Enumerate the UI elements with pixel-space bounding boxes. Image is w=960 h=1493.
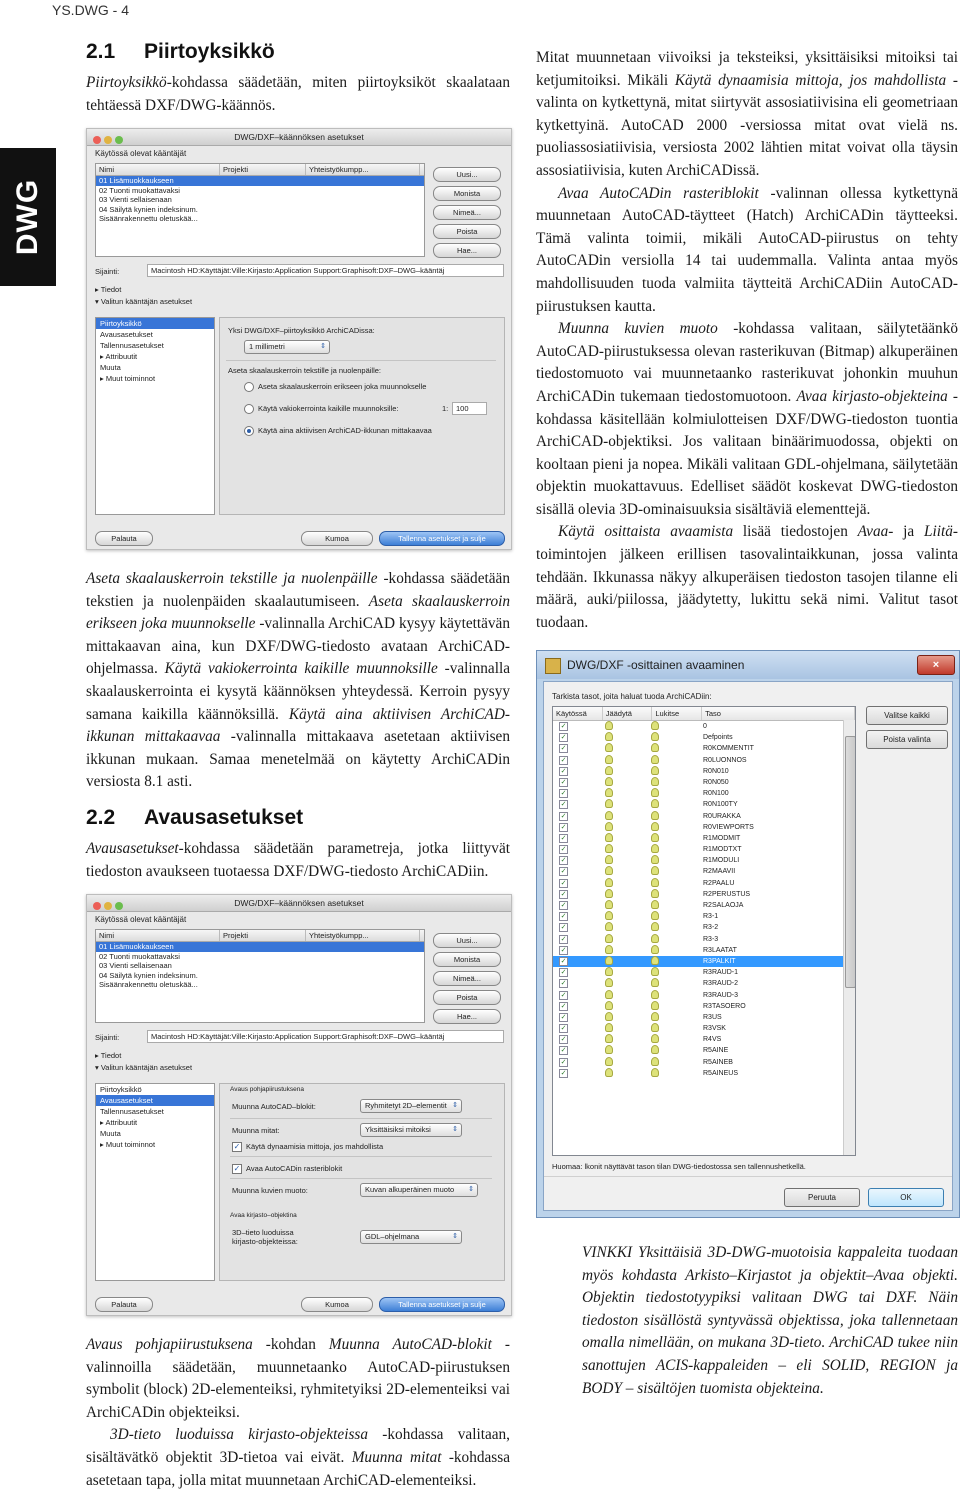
translator-row[interactable]: 01 Lisämuokkaukseen bbox=[96, 176, 424, 186]
settings-tree[interactable] bbox=[95, 317, 215, 515]
enabled-checkbox[interactable]: ✓ bbox=[560, 857, 567, 865]
lock-icon[interactable] bbox=[651, 978, 659, 987]
lock-icon[interactable] bbox=[651, 1057, 659, 1066]
enabled-checkbox[interactable]: ✓ bbox=[560, 734, 567, 742]
tree-item-other[interactable]: ▸ Muut toiminnot bbox=[100, 1140, 156, 1149]
open-settings-explanation: Avaus pohjapiirustuksena -kohdan Muunna AutoCAD-blokit -valinnoilla säädetään, muunnetaanko AutoCAD-piirustuksen symbolit (block) 2D-elementeiksi, ryhmitetyiksi 2D-elementeiksi vai ArchiCADin objekteiksi. 3D-tieto luoduissa kirjasto-objekteissa -kohdassa valitaan, sisältävätkö objektit 3D-tietoa vai eivät. Muunna mitat -kohdassa asetetaan tapa, jolla mitat muunnetaan ArchiCAD-elementeiksi. bbox=[86, 1336, 510, 1489]
layer-row[interactable] bbox=[553, 990, 855, 1001]
right-column-text: Mitat muunnetaan viivoiksi ja teksteiksi, yksittäisiksi mitoiksi tai ketjumitoiksi. Mikäli Käytä dynaamisia mittoja, jos mahdollista -valinta on kytkettynä, mitat siirtyvät assosiatiivisina eli geometriaan kytkettyinä. AutoCAD 2000 -versiossa mitat ovat vielä ns. puoliassosiatiivisia, versiosta 2002 lähtien mitat voivat olla täysin assosiatiivisia, kuten ArchiCADissä. Avaa AutoCADin rasteriblokit -valinnan ollessa kytkettynä muunnetaan AutoCAD-täytteet (Hatch) ArchiCADin täytteeksi. Tämä valinta toimii, mikäli AutoCAD-piirustus on tehty AutoCADin versiolla 14 tai uudemmalla. Valinta antaa myös mahdollisuuden tuoda valmiita täytteitä ArchiCADiin AutoCAD-piirustuksen kautta. Muunna kuvien muoto -kohdassa valitaan, säilytetäänkö AutoCAD-piirustuksessa olevan rasterikuvan (Bitmap) alkuperäinen tiedostomuoto vai muunnetaanko rasterikuvat johonkin muuhun ArchiCADin tukemaan tiedostomuotoon. Avaa kirjasto-objekteina -kohdassa käsitellään kolmiulotteisen DXF/DWG-tiedoston tuontia ArchiCAD-objektiksi. Jos valitaan binäärimuodossa, objekti on kooltaan pieni ja nopea. Mikäli valitaan GDL-ohjelmana, säilytetään objektin muokattavuus. Edelliset säädöt koskevat DWG-tiedoston sisällä olevia 3D-ominaisuuksia sisältäviä elementtejä. Käytä osittaista avaamista lisää tiedostojen Avaa- ja Liitä-toimintojen jälkeen erillisen tasovalintaikkunan, jossa valinta tehdään. Ikkunassa näkyy alkuperäisen tiedoston tasojen tilanne eli määrä, auki/piilossa, jäädytetty, lukittu sekä nimi. Valitut tasot tuodaan. bbox=[536, 49, 958, 631]
freeze-icon[interactable] bbox=[605, 755, 613, 764]
scale-explanation: Aseta skaalauskerroin tekstille ja nuolenpäille -kohdassa säädetään tekstien ja nuolenpäiden skaalautumiseen. Aseta skaalauskerroin erikseen joka muunnokselle -valinnalla ArchiCAD kysyy käytettävän mittakaavan aina, kun DXF/DWG-tiedosto avataan ArchiCAD-ohjelmassa. Käytä vakiokerrointa kaikille muunnoksille -valinnalla skaalauskerrointa ei kysytä käännöksen yhteydessä. Kerroin pysyy samana kaikilla käännöksillä. Käytä aina aktiivisen ArchiCAD-ikkunan mittakaavaa -valinnalla mittakaava asetetaan aktiivisen ikkunan mukaan. Samaa menetelmää on käytetty ArchiCADin versiosta 8.1 asti. bbox=[86, 570, 511, 791]
lib-label: 3D–tieto luoduissa kirjasto-objekteissa: bbox=[232, 1228, 298, 1246]
layer-row[interactable] bbox=[553, 777, 855, 788]
dims-label: Muunna mitat: bbox=[232, 1126, 280, 1135]
freeze-icon[interactable] bbox=[605, 956, 613, 965]
freeze-icon[interactable] bbox=[605, 743, 613, 752]
lock-icon[interactable] bbox=[651, 900, 659, 909]
layer-row[interactable] bbox=[553, 878, 855, 889]
open-panel bbox=[219, 1083, 505, 1281]
tree-item-other[interactable]: ▸ Muut toiminnot bbox=[100, 374, 156, 383]
enabled-checkbox[interactable]: ✓ bbox=[560, 902, 567, 909]
layer-name: R0URAKKA bbox=[703, 812, 741, 820]
layer-row[interactable] bbox=[553, 732, 855, 743]
layer-name: R0VIEWPORTS bbox=[703, 823, 754, 831]
selected-settings-disclosure[interactable]: ▾ Valitun kääntäjän asetukset bbox=[95, 1063, 193, 1072]
freeze-icon[interactable] bbox=[605, 732, 613, 741]
layer-row[interactable] bbox=[553, 755, 855, 766]
layer-name: R5AINE bbox=[703, 1047, 729, 1055]
unit-label: Yksi DWG/DXF–piirtoyksikkö ArchiCADissa: bbox=[228, 326, 375, 335]
layer-name: R0KOMMENTIT bbox=[703, 745, 754, 753]
enabled-checkbox[interactable]: ✓ bbox=[560, 879, 567, 887]
details-disclosure[interactable]: ▸ Tiedot bbox=[95, 285, 122, 294]
blocks-popup[interactable]: Ryhmitetyt 2D–elementit ⇕ bbox=[360, 1099, 462, 1113]
translator-row[interactable]: 03 Vienti sellaisenaan bbox=[99, 195, 172, 204]
layer-row[interactable] bbox=[553, 945, 855, 956]
layer-name: R3TASOERO bbox=[703, 1002, 746, 1010]
blocks-label: Muunna AutoCAD–blokit: bbox=[232, 1102, 316, 1111]
col-enabled[interactable]: Käytössä bbox=[553, 707, 603, 720]
translators-label: Käytössä olevat kääntäjät bbox=[95, 149, 187, 158]
rename-button[interactable]: Nimeä... bbox=[433, 205, 501, 220]
col-lock[interactable]: Lukitse bbox=[652, 707, 702, 720]
reset-button[interactable]: Palauta bbox=[95, 531, 153, 546]
lock-icon[interactable] bbox=[651, 922, 659, 931]
layer-name: R5AINEB bbox=[703, 1058, 733, 1066]
enabled-checkbox[interactable]: ✓ bbox=[560, 767, 567, 775]
layer-note: Huomaa: lkonit näyttävät tason tilan DWG-tiedostossa sen tallennushetkellä. bbox=[552, 1162, 806, 1171]
enabled-checkbox[interactable]: ✓ bbox=[560, 946, 567, 954]
layer-name: R2PAALU bbox=[703, 879, 735, 887]
freeze-icon[interactable] bbox=[605, 833, 613, 842]
layer-row[interactable] bbox=[553, 889, 855, 900]
layer-row[interactable] bbox=[553, 1001, 855, 1012]
selected-settings-disclosure[interactable]: ▾ Valitun kääntäjän asetukset bbox=[95, 297, 193, 306]
enabled-checkbox[interactable]: ✓ bbox=[560, 935, 567, 943]
ok-button[interactable]: OK bbox=[868, 1188, 944, 1207]
tree-item-unit[interactable]: Piirtoyksikkö bbox=[96, 318, 214, 329]
tree-item-save[interactable]: Tallennusasetukset bbox=[100, 1107, 164, 1116]
layer-name: R3RAUD-2 bbox=[703, 980, 739, 988]
rename-button[interactable]: Nimeä... bbox=[433, 971, 501, 986]
freeze-icon[interactable] bbox=[605, 822, 613, 831]
col-freeze[interactable]: Jäädytä bbox=[603, 707, 653, 720]
browse-button[interactable]: Hae... bbox=[433, 243, 501, 258]
delete-button[interactable]: Poista bbox=[433, 990, 501, 1005]
layer-row[interactable] bbox=[553, 766, 855, 777]
layer-name: R3RAUD-1 bbox=[703, 969, 739, 977]
section-tab bbox=[0, 148, 56, 286]
enabled-checkbox[interactable]: ✓ bbox=[560, 745, 567, 753]
settings-tree[interactable] bbox=[95, 1083, 215, 1281]
enabled-checkbox[interactable]: ✓ bbox=[560, 834, 567, 842]
group-library: Avaa kirjasto–objektina bbox=[230, 1212, 297, 1219]
dynamic-dims-checkbox[interactable]: ✓ Käytä dynaamisia mittoja, jos mahdollista bbox=[233, 1142, 384, 1152]
layer-name: R1MODMIT bbox=[703, 834, 741, 842]
freeze-icon[interactable] bbox=[605, 844, 613, 853]
translators-label: Käytössä olevat kääntäjät bbox=[95, 915, 187, 924]
lock-icon[interactable] bbox=[651, 799, 659, 808]
freeze-icon[interactable] bbox=[605, 1057, 613, 1066]
translator-row[interactable]: Sisäänrakennettu oletuskää... bbox=[99, 980, 198, 989]
translator-row[interactable]: Sisäänrakennettu oletuskää... bbox=[99, 214, 198, 223]
layer-name: R0N010 bbox=[703, 767, 729, 775]
layer-name: R3-1 bbox=[703, 913, 719, 921]
enabled-checkbox[interactable]: ✓ bbox=[560, 756, 567, 764]
window-titlebar bbox=[537, 651, 959, 679]
freeze-icon[interactable] bbox=[605, 967, 613, 976]
layer-prompt: Tarkista tasot, joita haluat tuoda ArchiCADiin: bbox=[552, 692, 712, 701]
section-number: 2.2 bbox=[86, 806, 116, 829]
freeze-icon[interactable] bbox=[605, 721, 613, 730]
location-path: Macintosh HD:Käyttäjät:Ville:Kirjasto:Application Support:Graphisoft:DXF–DWG–kääntäj bbox=[147, 1030, 504, 1043]
tree-item-open[interactable]: Avausasetukset bbox=[96, 1095, 214, 1106]
running-header: YS.DWG - 4 bbox=[52, 2, 130, 18]
enabled-checkbox[interactable]: ✓ bbox=[560, 890, 567, 898]
layer-row[interactable] bbox=[553, 822, 855, 833]
lock-icon[interactable] bbox=[651, 956, 659, 965]
layer-row[interactable] bbox=[553, 866, 855, 877]
col-partner[interactable]: Yhteistyökumpp... bbox=[306, 164, 420, 175]
layer-name: R2PERUSTUS bbox=[703, 890, 751, 898]
freeze-icon[interactable] bbox=[605, 934, 613, 943]
freeze-icon[interactable] bbox=[605, 978, 613, 987]
layer-row[interactable] bbox=[553, 1034, 855, 1045]
lock-icon[interactable] bbox=[651, 844, 659, 853]
app-icon bbox=[545, 658, 561, 674]
layer-rows bbox=[553, 721, 855, 1079]
section-tab-label: DWG bbox=[11, 178, 44, 256]
lib-popup[interactable]: GDL–ohjelmana ⇕ bbox=[360, 1230, 462, 1244]
freeze-icon[interactable] bbox=[605, 922, 613, 931]
lock-icon[interactable] bbox=[651, 777, 659, 786]
tree-item-attributes[interactable]: ▸ Attribuutit bbox=[100, 1118, 138, 1127]
tree-item-save[interactable]: Tallennusasetukset bbox=[100, 341, 164, 350]
enabled-checkbox[interactable]: ✓ bbox=[560, 1058, 567, 1066]
layer-name: R3US bbox=[703, 1013, 722, 1021]
freeze-icon[interactable] bbox=[605, 889, 613, 898]
enabled-checkbox[interactable]: ✓ bbox=[560, 846, 567, 854]
section-number: 2.1 bbox=[86, 40, 116, 63]
layer-row[interactable] bbox=[553, 811, 855, 822]
enabled-checkbox[interactable]: ✓ bbox=[560, 778, 567, 786]
translator-row[interactable]: 03 Vienti sellaisenaan bbox=[99, 961, 172, 970]
lock-icon[interactable] bbox=[651, 855, 659, 864]
col-project[interactable]: Projekti bbox=[220, 164, 306, 175]
translators-list[interactable] bbox=[95, 163, 425, 257]
lock-icon[interactable] bbox=[651, 1034, 659, 1043]
freeze-icon[interactable] bbox=[605, 1023, 613, 1032]
enabled-checkbox[interactable]: ✓ bbox=[560, 790, 567, 798]
col-layer[interactable]: Taso bbox=[702, 707, 855, 720]
enabled-checkbox[interactable]: ✓ bbox=[560, 823, 567, 831]
duplicate-button[interactable]: Monista bbox=[433, 952, 501, 967]
select-all-button[interactable]: Valitse kaikki bbox=[866, 706, 948, 725]
tree-item-unit[interactable]: Piirtoyksikkö bbox=[100, 1085, 142, 1094]
enabled-checkbox[interactable]: ✓ bbox=[560, 913, 567, 921]
tree-item-attributes[interactable]: ▸ Attribuutit bbox=[100, 352, 138, 361]
translators-list[interactable]: Nimi Projekti Yhteistyökumpp... 01 Lisämuokkaukseen 02 Tuonti muokattavaksi 03 Vienti sellaisenaan 04 Säilytä kynien indeksinum. Sisäänrakennettu oletuskää... bbox=[95, 929, 425, 1023]
lock-icon[interactable] bbox=[651, 721, 659, 730]
layer-row[interactable] bbox=[553, 911, 855, 922]
freeze-icon[interactable] bbox=[605, 1001, 613, 1010]
new-button[interactable]: Uusi... bbox=[433, 167, 501, 182]
freeze-icon[interactable] bbox=[605, 911, 613, 920]
layer-name: R3RAUD-3 bbox=[703, 991, 739, 999]
radio-constant-scale[interactable]: Käytä vakiokerrointa kaikille muunnoksille: bbox=[244, 404, 398, 414]
enabled-checkbox[interactable]: ✓ bbox=[560, 868, 567, 876]
lock-icon[interactable] bbox=[651, 866, 659, 875]
radio-per-conversion[interactable]: Aseta skaalauskerroin erikseen joka muunnokselle bbox=[244, 382, 426, 392]
freeze-icon[interactable] bbox=[605, 1045, 613, 1054]
open-settings-dialog bbox=[86, 894, 512, 1316]
enabled-checkbox[interactable]: ✓ bbox=[560, 957, 567, 965]
location-label: Sijainti: bbox=[95, 1033, 120, 1042]
enabled-checkbox[interactable]: ✓ bbox=[560, 801, 567, 809]
lock-icon[interactable] bbox=[651, 755, 659, 764]
enabled-checkbox[interactable]: ✓ bbox=[560, 1036, 567, 1044]
lock-icon[interactable] bbox=[651, 1068, 659, 1077]
layer-name: R3-2 bbox=[703, 924, 719, 932]
lock-icon[interactable] bbox=[651, 990, 659, 999]
scale-heading: Aseta skaalauskerroin tekstille ja nuolenpäille: bbox=[228, 366, 382, 375]
enabled-checkbox[interactable]: ✓ bbox=[560, 1047, 567, 1055]
layer-name: R4VS bbox=[703, 1036, 722, 1044]
enabled-checkbox[interactable]: ✓ bbox=[560, 1025, 567, 1033]
layer-row[interactable] bbox=[553, 1023, 855, 1034]
freeze-icon[interactable] bbox=[605, 900, 613, 909]
enabled-checkbox[interactable]: ✓ bbox=[560, 969, 567, 977]
layer-name: R1MODTXT bbox=[703, 846, 742, 854]
lock-icon[interactable] bbox=[651, 1012, 659, 1021]
dialog-title: DWG/DXF–käännöksen asetukset bbox=[234, 132, 364, 142]
freeze-icon[interactable] bbox=[605, 811, 613, 820]
duplicate-button[interactable]: Monista bbox=[433, 186, 501, 201]
lock-icon[interactable] bbox=[651, 945, 659, 954]
layer-row[interactable] bbox=[553, 967, 855, 978]
layer-row[interactable] bbox=[553, 978, 855, 989]
cancel-button[interactable]: Peruuta bbox=[784, 1188, 860, 1207]
layer-name: R3PALKIT bbox=[703, 957, 736, 965]
layer-row[interactable] bbox=[553, 956, 855, 967]
lock-icon[interactable] bbox=[651, 1023, 659, 1032]
enabled-checkbox[interactable]: ✓ bbox=[560, 723, 567, 730]
layer-name: Defpoints bbox=[703, 734, 733, 742]
images-label: Muunna kuvien muoto: bbox=[232, 1186, 308, 1195]
lock-icon[interactable] bbox=[651, 788, 659, 797]
save-and-close-button[interactable]: Tallenna asetukset ja sulje bbox=[379, 531, 505, 546]
freeze-icon[interactable] bbox=[605, 855, 613, 864]
translator-row[interactable]: 04 Säilytä kynien indeksinum. bbox=[99, 970, 198, 980]
new-button[interactable]: Uusi... bbox=[433, 933, 501, 948]
layer-name: R3-3 bbox=[703, 935, 719, 943]
layer-row[interactable] bbox=[553, 799, 855, 810]
lock-icon[interactable] bbox=[651, 934, 659, 943]
dialog-title: DWG/DXF–käännöksen asetukset bbox=[234, 898, 364, 908]
lock-icon[interactable] bbox=[651, 822, 659, 831]
translator-row[interactable]: 04 Säilytä kynien indeksinum. bbox=[99, 204, 198, 214]
section-title: Avausasetukset bbox=[144, 806, 304, 829]
layer-row[interactable] bbox=[553, 721, 855, 732]
translator-row[interactable]: 02 Tuonti muokattavaksi bbox=[99, 951, 180, 961]
enabled-checkbox[interactable]: ✓ bbox=[560, 991, 567, 999]
layer-row[interactable] bbox=[553, 743, 855, 754]
col-name[interactable]: Nimi bbox=[96, 164, 220, 175]
tree-item-misc[interactable]: Muuta bbox=[100, 363, 121, 372]
browse-button[interactable]: Hae... bbox=[433, 1009, 501, 1024]
dims-popup[interactable]: Yksittäisiksi mitoiksi ⇕ bbox=[360, 1123, 462, 1137]
layer-row[interactable] bbox=[553, 1068, 855, 1079]
freeze-icon[interactable] bbox=[605, 799, 613, 808]
cancel-button[interactable]: Kumoa bbox=[301, 1297, 373, 1312]
freeze-icon[interactable] bbox=[605, 990, 613, 999]
close-icon[interactable]: × bbox=[917, 655, 955, 675]
scale-input[interactable]: 100 bbox=[452, 402, 487, 415]
layer-name: 0 bbox=[703, 723, 707, 730]
group-floorplan: Avaus pohjapiirustuksena bbox=[230, 1086, 304, 1093]
layer-row[interactable] bbox=[553, 1045, 855, 1056]
layer-name: R2SALAOJA bbox=[703, 902, 744, 909]
section-intro: Avausasetukset-kohdassa säädetään parametreja, jotka liittyvät tiedoston avaukseen tuotaessa DXF/DWG-tiedosto ArchiCADiin. bbox=[86, 840, 510, 880]
freeze-icon[interactable] bbox=[605, 766, 613, 775]
section-title: Piirtoyksikkö bbox=[144, 40, 275, 63]
freeze-icon[interactable] bbox=[605, 945, 613, 954]
unit-popup[interactable]: 1 millimetri ⇕ bbox=[244, 340, 330, 354]
dialog-titlebar bbox=[87, 129, 511, 146]
radio-active-window-scale[interactable]: Käytä aina aktiivisen ArchiCAD-ikkunan mittakaavaa bbox=[244, 426, 432, 436]
layer-row[interactable] bbox=[553, 1057, 855, 1068]
freeze-icon[interactable] bbox=[605, 866, 613, 875]
raster-blocks-checkbox[interactable]: ✓ Avaa AutoCADin rasteriblokit bbox=[233, 1164, 343, 1174]
section-heading-2-1 bbox=[86, 40, 275, 64]
enabled-checkbox[interactable]: ✓ bbox=[560, 1069, 567, 1077]
freeze-icon[interactable] bbox=[605, 1012, 613, 1021]
layer-grid[interactable] bbox=[552, 706, 856, 1156]
enabled-checkbox[interactable]: ✓ bbox=[560, 980, 567, 988]
freeze-icon[interactable] bbox=[605, 878, 613, 887]
layer-name: R5AINEUS bbox=[703, 1069, 739, 1077]
layer-name: R3VSK bbox=[703, 1025, 726, 1033]
section-heading-2-2 bbox=[86, 806, 303, 830]
tree-item-open[interactable]: Avausasetukset bbox=[100, 330, 153, 339]
freeze-icon[interactable] bbox=[605, 1068, 613, 1077]
layer-name: R0N050 bbox=[703, 778, 729, 786]
details-disclosure[interactable]: ▸ Tiedot bbox=[95, 1051, 122, 1060]
reset-button[interactable]: Palauta bbox=[95, 1297, 153, 1312]
delete-button[interactable]: Poista bbox=[433, 224, 501, 239]
lock-icon[interactable] bbox=[651, 732, 659, 741]
layer-name: R3LAATAT bbox=[703, 946, 737, 954]
layer-row[interactable] bbox=[553, 1012, 855, 1023]
enabled-checkbox[interactable]: ✓ bbox=[560, 1013, 567, 1021]
layer-row[interactable] bbox=[553, 855, 855, 866]
layer-name: R0N100 bbox=[703, 790, 729, 798]
layer-name: R0LUONNOS bbox=[703, 756, 747, 764]
freeze-icon[interactable] bbox=[605, 777, 613, 786]
layer-row[interactable] bbox=[553, 833, 855, 844]
layer-row[interactable] bbox=[553, 922, 855, 933]
cancel-button[interactable]: Kumoa bbox=[301, 531, 373, 546]
freeze-icon[interactable] bbox=[605, 788, 613, 797]
section-intro bbox=[86, 72, 510, 117]
images-popup[interactable]: Kuvan alkuperäinen muoto ⇕ bbox=[360, 1183, 478, 1197]
deselect-all-button[interactable]: Poista valinta bbox=[866, 730, 948, 749]
lock-icon[interactable] bbox=[651, 833, 659, 842]
scale-prefix: 1: bbox=[442, 404, 449, 413]
lock-icon[interactable] bbox=[651, 766, 659, 775]
freeze-icon[interactable] bbox=[605, 1034, 613, 1043]
partial-open-dialog bbox=[536, 650, 960, 1218]
layer-name: R0N100TY bbox=[703, 801, 738, 809]
save-and-close-button[interactable]: Tallenna asetukset ja sulje bbox=[379, 1297, 505, 1312]
lock-icon[interactable] bbox=[651, 743, 659, 752]
enabled-checkbox[interactable]: ✓ bbox=[560, 924, 567, 932]
enabled-checkbox[interactable]: ✓ bbox=[560, 1002, 567, 1010]
lock-icon[interactable] bbox=[651, 1001, 659, 1010]
layer-row[interactable] bbox=[553, 934, 855, 945]
location-label: Sijainti: bbox=[95, 267, 120, 276]
lock-icon[interactable] bbox=[651, 878, 659, 887]
unit-panel bbox=[219, 317, 505, 515]
lock-icon[interactable] bbox=[651, 911, 659, 920]
translator-row[interactable]: 01 Lisämuokkaukseen bbox=[96, 942, 424, 952]
tip-box: VINKKI Yksittäisiä 3D-DWG-muotoisia kappaleita tuodaan myös kohdasta Arkisto–Kirjastot ja objektit–Avaa objekti. Objektin tiedostotyypiksi valitaan DWG tai DXF. Näin tiedoston sisällöstä syntyvässä objektissa, joka tallennetaan omalla nimellään, on mukana 3D-tieto. ArchiCAD tukee niin sanottujen ACIS-kappaleiden – eli SOLID, REGION ja BODY – sisältöjen tuomista objekteina. bbox=[582, 1244, 958, 1397]
lock-icon[interactable] bbox=[651, 811, 659, 820]
translator-settings-dialog bbox=[86, 128, 512, 550]
location-path: Macintosh HD:Käyttäjät:Ville:Kirjasto:Application Support:Graphisoft:DXF–DWG–kääntäj bbox=[147, 264, 504, 277]
scroll-thumb[interactable] bbox=[845, 736, 856, 988]
vertical-scrollbar[interactable] bbox=[843, 720, 855, 1155]
lock-icon[interactable] bbox=[651, 967, 659, 976]
layer-row[interactable] bbox=[553, 788, 855, 799]
translator-row[interactable]: 02 Tuonti muokattavaksi bbox=[99, 185, 180, 195]
layer-row[interactable] bbox=[553, 900, 855, 911]
lock-icon[interactable] bbox=[651, 889, 659, 898]
window-title: DWG/DXF -osittainen avaaminen bbox=[567, 658, 745, 672]
layer-name: R2MAAVII bbox=[703, 868, 736, 876]
enabled-checkbox[interactable]: ✓ bbox=[560, 812, 567, 820]
lock-icon[interactable] bbox=[651, 1045, 659, 1054]
tree-item-misc[interactable]: Muuta bbox=[100, 1129, 121, 1138]
layer-name: R1MODULI bbox=[703, 857, 740, 865]
layer-row[interactable] bbox=[553, 844, 855, 855]
intro-text: -kohdassa säädetään, miten piirtoyksiköt skaalataan tehtäessä DXF/DWG-käännös. bbox=[86, 74, 510, 114]
intro-term: Piirtoyksikkö bbox=[86, 74, 167, 91]
